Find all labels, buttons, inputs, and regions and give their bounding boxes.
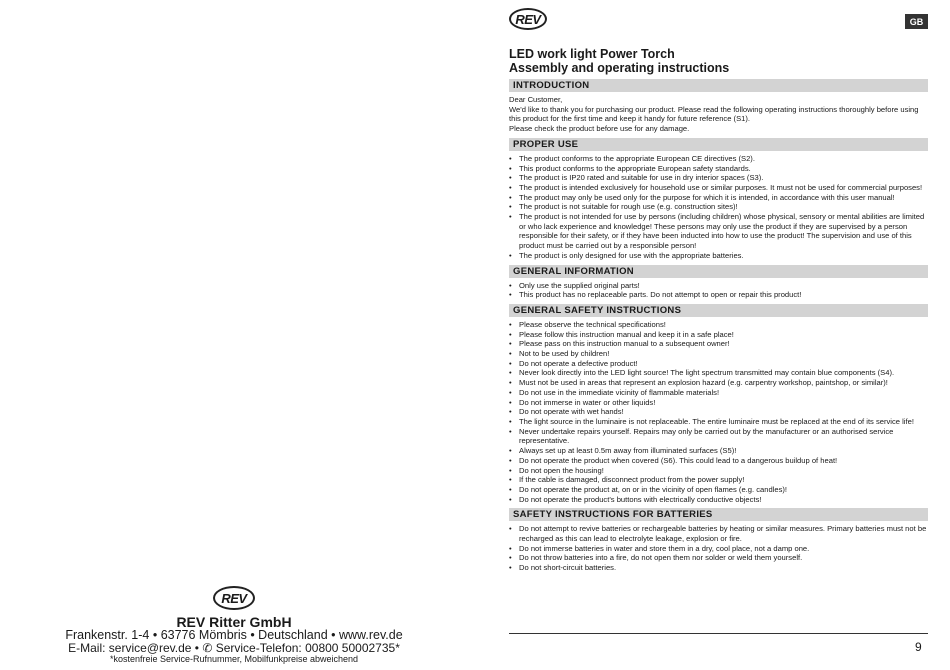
page-number: 9 <box>915 640 922 654</box>
bullet-list <box>509 154 928 261</box>
section-heading: PROPER USE <box>509 138 928 151</box>
paragraph: Dear Customer, <box>509 95 563 104</box>
list-item: • Do not immerse in water or other liquids! <box>509 398 928 408</box>
list-item: • Do not attempt to revive batteries or rechargeable batteries by heating or similar measures. Primary batteries must not be recharged as this can lead to electrolyte leakage, explosion or fire. <box>509 524 928 543</box>
company-note: *kostenfreie Service-Rufnummer, Mobilfunkpreise abweichend <box>109 654 359 664</box>
section-heading: GENERAL INFORMATION <box>509 265 928 278</box>
list-item: • Do not open the housing! <box>509 466 928 476</box>
section <box>509 79 928 134</box>
list-item: • Do not immerse batteries in water and store them in a dry, cool place, not a damp one. <box>509 544 928 554</box>
bullet-list <box>509 320 928 504</box>
rev-logo <box>213 586 255 610</box>
paragraph: Please check the product before use for any damage. <box>509 124 690 134</box>
list-item: • The product conforms to the appropriate European CE directives (S2). <box>509 154 928 164</box>
bullet-list <box>509 281 928 300</box>
section <box>509 265 928 300</box>
list-item: • The product is intended exclusively for household use or similar purposes. It must not be used for commercial purposes! <box>509 183 928 193</box>
document-title: LED work light Power Torch <box>509 47 675 61</box>
list-item: • This product conforms to the appropriate European safety standards. <box>509 164 928 174</box>
footer-divider <box>509 633 928 634</box>
list-item: • The product is not suitable for rough use (e.g. construction sites)! <box>509 202 928 212</box>
company-name: REV Ritter GmbH <box>176 614 292 630</box>
section-heading: SAFETY INSTRUCTIONS FOR BATTERIES <box>509 508 928 521</box>
paragraph: We'd like to thank you for purchasing our product. Please read the following operating instructions thoroughly before using this product for the first time and keep it handy for future reference (S1). <box>509 104 919 124</box>
list-item: • The light source in the luminaire is not replaceable. The entire luminaire must be replaced at the end of its service life! <box>509 417 928 427</box>
rev-logo <box>509 8 547 30</box>
list-item: • Never look directly into the LED light source! The light spectrum transmitted may contain blue components (S4). <box>509 368 928 378</box>
company-address: Frankenstr. 1-4 • 63776 Mömbris • Deutschland • www.rev.de <box>65 628 403 642</box>
list-item: • Do not throw batteries into a fire, do not open them nor solder or weld them yourself. <box>509 553 928 563</box>
list-item: • Never undertake repairs yourself. Repairs may only be carried out by the manufacturer or an authorised service representative. <box>509 427 928 446</box>
section-heading: GENERAL SAFETY INSTRUCTIONS <box>509 304 928 317</box>
list-item: • Not to be used by children! <box>509 349 928 359</box>
list-item: • Only use the supplied original parts! <box>509 281 928 291</box>
list-item: • If the cable is damaged, disconnect product from the power supply! <box>509 475 928 485</box>
list-item: • Do not operate the product when covered (S6). This could lead to a dangerous buildup of heat! <box>509 456 928 466</box>
language-badge: GB <box>905 14 928 29</box>
section <box>509 138 928 261</box>
list-item: • The product is only designed for use with the appropriate batteries. <box>509 251 928 261</box>
list-item: • The product is not intended for use by persons (including children) whose physical, sensory or mental abilities are limited or who lack experience and knowledge! These persons may only use the product if they are supervised by a person responsible for their safety, or if they have been inducted into how to use the product! The supervision and use of this product must be carried out by a responsible person! <box>509 212 928 251</box>
list-item: • This product has no replaceable parts. Do not attempt to open or repair this product! <box>509 290 928 300</box>
section <box>509 304 928 504</box>
list-item: • The product may only be used only for the purpose for which it is intended, in accordance with this user manual! <box>509 193 928 203</box>
instructions-document <box>509 47 928 573</box>
section-heading: INTRODUCTION <box>509 79 928 92</box>
company-contact: E-Mail: service@rev.de • ✆ Service-Telefon: 00800 50002735* <box>68 641 400 655</box>
list-item: • Do not short-circuit batteries. <box>509 563 928 573</box>
document-subtitle: Assembly and operating instructions <box>509 61 730 75</box>
list-item: • Please pass on this instruction manual to a subsequent owner! <box>509 339 928 349</box>
list-item: • Always set up at least 0.5m away from illuminated surfaces (S5)! <box>509 446 928 456</box>
rev-logo-text: REV <box>515 11 541 27</box>
list-item: • Do not operate a defective product! <box>509 359 928 369</box>
list-item: • Do not use in the immediate vicinity of flammable materials! <box>509 388 928 398</box>
list-item: • Do not operate the product's buttons with electrically conductive objects! <box>509 495 928 505</box>
rev-logo-text: REV <box>221 590 247 606</box>
list-item: • Do not operate the product at, on or in the vicinity of open flames (e.g. candles)! <box>509 485 928 495</box>
section <box>509 508 928 573</box>
bullet-list <box>509 524 928 573</box>
list-item: • Must not be used in areas that represent an explosion hazard (e.g. carpentry workshop, paintshop, or similar)! <box>509 378 928 388</box>
list-item: • Please observe the technical specifications! <box>509 320 928 330</box>
list-item: • Please follow this instruction manual and keep it in a safe place! <box>509 330 928 340</box>
list-item: • The product is IP20 rated and suitable for use in dry interior spaces (S3). <box>509 173 928 183</box>
sections-container <box>509 79 928 573</box>
list-item: • Do not operate with wet hands! <box>509 407 928 417</box>
